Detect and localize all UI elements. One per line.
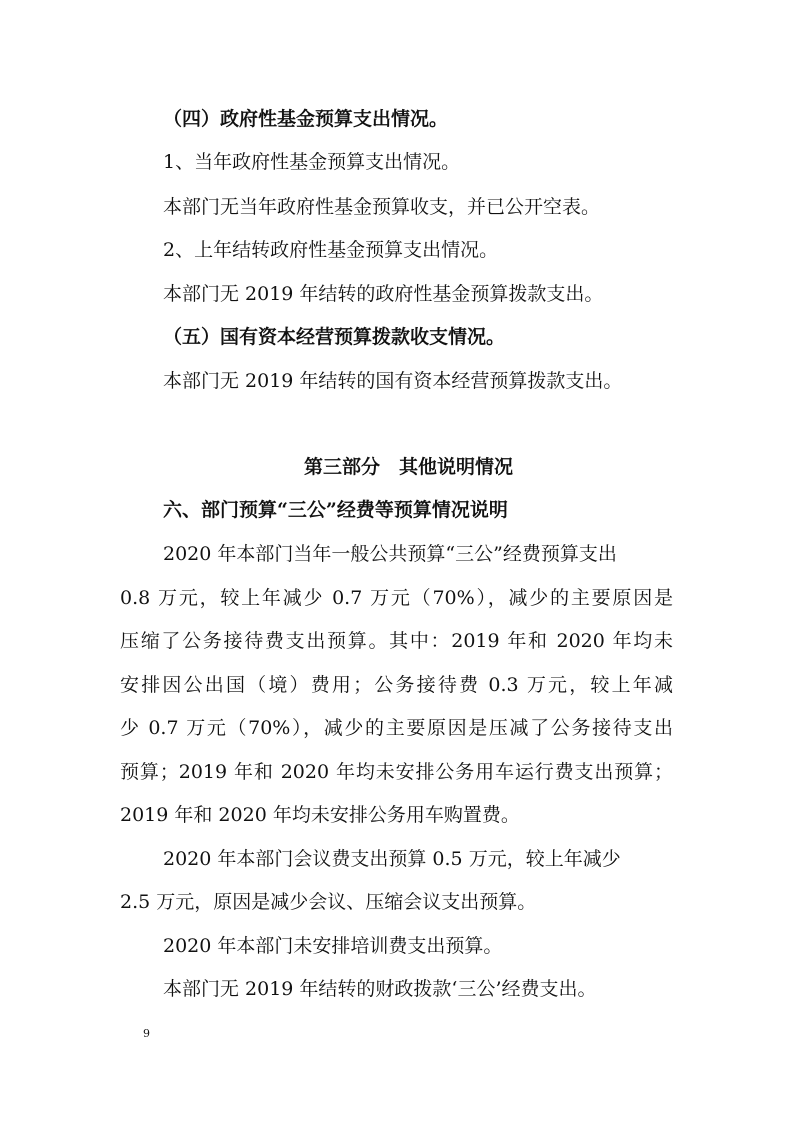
para1-line: 安排因公出国（境）费用；公务接待费 0.3 万元，较上年减 (120, 674, 673, 696)
para2-line: 2020 年本部门会议费支出预算 0.5 万元，较上年减少 (163, 848, 621, 870)
section4-item1-title: 1、当年政府性基金预算支出情况。 (163, 151, 461, 173)
part3-title: 第三部分 其他说明情况 (304, 456, 514, 478)
para4: 本部门无 2019 年结转的财政拨款‘三公’经费支出。 (163, 978, 597, 1000)
para2-line: 2.5 万元，原因是减少会议、压缩会议支出预算。 (120, 891, 537, 913)
section4-item2-title: 2、上年结转政府性基金预算支出情况。 (163, 239, 499, 261)
para1-line: 0.8 万元，较上年减少 0.7 万元（70%），减少的主要原因是 (120, 587, 673, 609)
section4-heading: （四）政府性基金预算支出情况。 (163, 108, 449, 130)
para1-line: 压缩了公务接待费支出预算。其中：2019 年和 2020 年均未 (120, 630, 673, 652)
para1-line: 少 0.7 万元（70%），减少的主要原因是压减了公务接待支出 (120, 717, 673, 739)
section4-item2-body: 本部门无 2019 年结转的政府性基金预算拨款支出。 (163, 283, 604, 305)
section4-item1-body: 本部门无当年政府性基金预算收支，并已公开空表。 (163, 196, 601, 218)
section5-heading: （五）国有资本经营预算拨款收支情况。 (163, 326, 506, 348)
heading-six: 六、部门预算“三公”经费等预算情况说明 (163, 499, 508, 521)
para1-line: 2019 年和 2020 年均未安排公务用车购置费。 (120, 804, 520, 826)
para3: 2020 年本部门未安排培训费支出预算。 (163, 935, 503, 957)
section5-body: 本部门无 2019 年结转的国有资本经营预算拨款支出。 (163, 370, 623, 392)
page-number: 9 (143, 1027, 150, 1040)
para1-line: 预算；2019 年和 2020 年均未安排公务用车运行费支出预算； (120, 761, 673, 783)
para1-line: 2020 年本部门当年一般公共预算“三公”经费预算支出 (163, 543, 617, 565)
